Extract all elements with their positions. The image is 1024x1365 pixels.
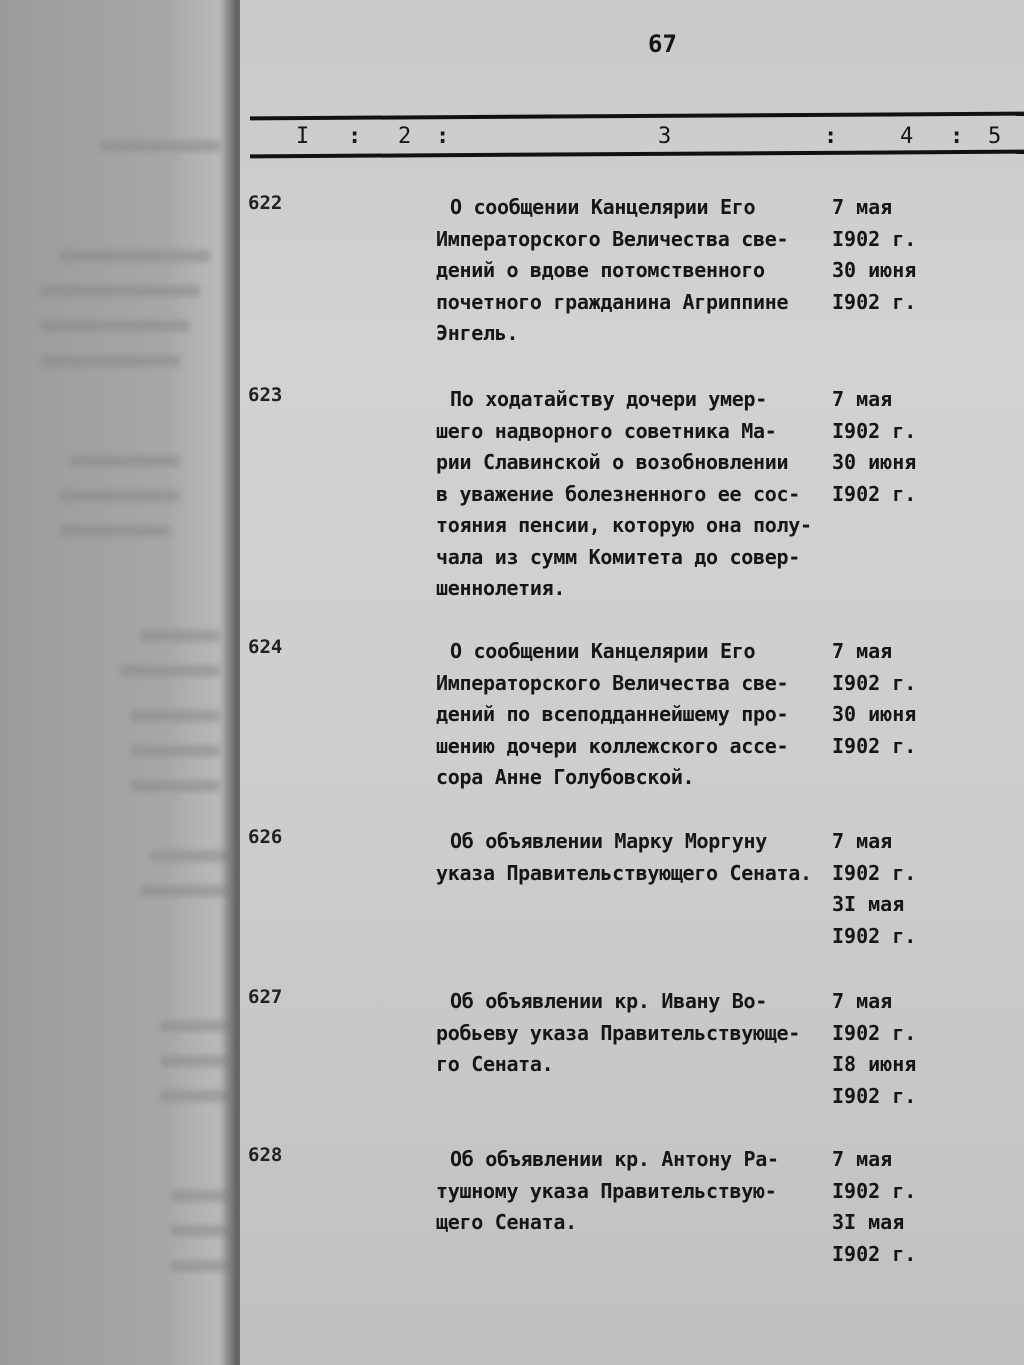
description-line: шеннолетия. — [436, 576, 566, 600]
date-line: 3I мая — [832, 892, 905, 916]
description-line: О сообщении Канцелярии Его — [450, 639, 756, 663]
description-line: Об объявлении Марку Моргуну — [450, 829, 768, 853]
date-line: I902 г. — [832, 733, 917, 758]
date-line: 7 мая — [832, 639, 893, 663]
entry-number: 628 — [248, 1144, 283, 1166]
column-header-1: I — [296, 124, 310, 149]
description-line: в уважение болезненного ее сос- — [436, 481, 800, 506]
description-line: Об объявлении кр. Антону Ра- — [450, 1147, 779, 1171]
date-line: 7 мая — [832, 1147, 893, 1171]
entry-description — [436, 826, 834, 889]
entry-number: 626 — [248, 826, 283, 848]
entry-dates — [832, 826, 952, 952]
description-line: указа Правительствующего Сената. — [436, 860, 812, 885]
description-line: рии Славинской о возобновлении — [436, 450, 789, 474]
date-line: 7 мая — [832, 195, 893, 219]
description-line: сора Анне Голубовской. — [436, 765, 695, 789]
description-line: почетного гражданина Агриппине — [436, 289, 789, 314]
entry-description — [436, 636, 834, 794]
description-line: Императорского Величества све- — [436, 226, 789, 251]
column-separator: : — [436, 124, 450, 149]
column-header-5: 5 — [988, 124, 1002, 149]
page-number: 67 — [648, 30, 677, 58]
description-line: дений по всеподданнейшему про- — [436, 702, 789, 726]
date-line: 30 июня — [832, 450, 917, 474]
date-line: I902 г. — [832, 923, 917, 948]
date-line: I902 г. — [832, 289, 917, 314]
column-headers — [240, 124, 1024, 152]
column-separator: : — [950, 124, 964, 149]
description-line: го Сената. — [436, 1052, 554, 1076]
entry-description — [436, 1144, 834, 1239]
entry-dates — [832, 986, 952, 1112]
column-header-4: 4 — [900, 124, 914, 149]
column-header-3: 3 — [658, 124, 672, 149]
entry-number: 623 — [248, 384, 283, 406]
date-line: I902 г. — [832, 1083, 917, 1108]
column-separator: : — [824, 124, 838, 149]
entry-number: 627 — [248, 986, 283, 1008]
entry-description — [436, 986, 834, 1081]
date-line: I902 г. — [832, 670, 917, 695]
date-line: 7 мая — [832, 387, 893, 411]
description-line: дений о вдове потомственного — [436, 258, 765, 282]
description-line: шению дочери коллежского ассе- — [436, 733, 789, 758]
date-line: I902 г. — [832, 418, 917, 443]
date-line: 3I мая — [832, 1210, 905, 1234]
entry-dates — [832, 192, 952, 318]
entry-number: 624 — [248, 636, 283, 658]
date-line: 30 июня — [832, 258, 917, 282]
date-line: 7 мая — [832, 829, 893, 853]
description-line: тушному указа Правительствую- — [436, 1178, 777, 1203]
description-line: По ходатайству дочери умер- — [450, 387, 768, 411]
facing-page — [0, 0, 236, 1365]
description-line: тояния пенсии, которую она полу- — [436, 513, 812, 537]
description-line: щего Сената. — [436, 1210, 577, 1234]
column-separator: : — [348, 124, 362, 149]
date-line: I902 г. — [832, 481, 917, 506]
date-line: 30 июня — [832, 702, 917, 726]
document-page — [240, 0, 1024, 1365]
description-line: шего надворного советника Ма- — [436, 418, 777, 443]
date-line: I902 г. — [832, 226, 917, 251]
entry-dates — [832, 384, 952, 510]
date-line: I902 г. — [832, 1241, 917, 1266]
date-line: I902 г. — [832, 1178, 917, 1203]
column-header-2: 2 — [398, 124, 412, 149]
entry-dates — [832, 1144, 952, 1270]
description-line: робьеву указа Правительствующе- — [436, 1020, 800, 1045]
description-line: чала из сумм Комитета до совер- — [436, 544, 800, 569]
header-top-rule — [250, 112, 1024, 121]
entry-description — [436, 192, 834, 350]
date-line: 7 мая — [832, 989, 893, 1013]
date-line: I902 г. — [832, 860, 917, 885]
description-line: Об объявлении кр. Ивану Во- — [450, 989, 768, 1013]
date-line: I902 г. — [832, 1020, 917, 1045]
description-line: Энгель. — [436, 321, 519, 345]
entry-number: 622 — [248, 192, 283, 214]
description-line: О сообщении Канцелярии Его — [450, 195, 756, 219]
entry-dates — [832, 636, 952, 762]
description-line: Императорского Величества све- — [436, 670, 789, 695]
date-line: I8 июня — [832, 1052, 917, 1076]
entry-description — [436, 384, 834, 605]
